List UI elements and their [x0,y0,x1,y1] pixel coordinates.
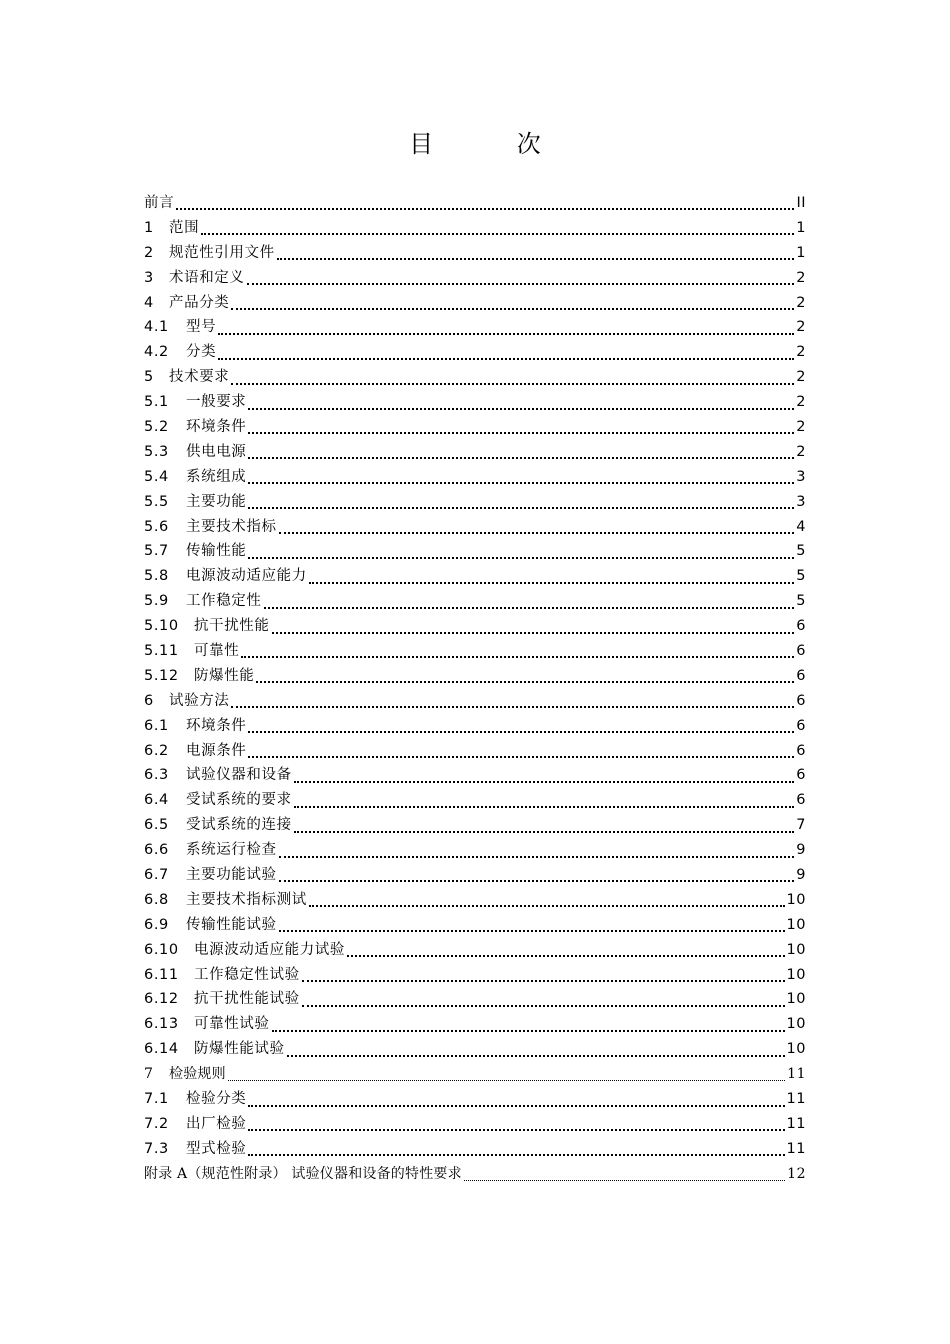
toc-entry-page: 1 [796,219,806,236]
toc-entry-number: 7.2 [144,1115,169,1132]
toc-entry[interactable] [144,266,806,291]
toc-entry-page: 11 [786,1115,806,1132]
toc-leader-dots [248,1129,784,1131]
toc-entry[interactable] [144,1112,806,1137]
toc-entry[interactable] [144,739,806,764]
toc-entry-number: 5.10 [144,618,179,635]
toc-entry-page: 6 [796,717,806,734]
toc-entry[interactable] [144,888,806,913]
toc-entry[interactable] [144,1137,806,1162]
toc-entry-label: 试验方法 [169,692,230,709]
toc-leader-dots [248,731,794,733]
toc-entry-number: 5.3 [144,443,169,460]
toc-entry-number: 4.1 [144,319,169,336]
toc-entry-label: 系统组成 [186,468,247,485]
toc-entry-label: 一般要求 [186,394,247,411]
toc-entry[interactable] [144,1062,806,1087]
toc-entry-page: 7 [796,817,806,834]
toc-entry-page: 2 [796,319,806,336]
toc-entry-page: 10 [786,916,806,933]
toc-leader-dots [228,1080,785,1081]
toc-entry-page: 3 [796,468,806,485]
toc-entry-number: 6.7 [144,867,169,884]
toc-entry-number: 4 [144,294,154,311]
toc-leader-dots [176,208,794,210]
page-title: 目 次 [409,130,579,158]
toc-entry-page: 2 [796,369,806,386]
toc-entry[interactable] [144,415,806,440]
toc-entry-number: 6.5 [144,817,169,834]
toc-entry-page: 5 [796,568,806,585]
toc-entry-page: 6 [796,742,806,759]
toc-leader-dots [241,656,794,658]
table-of-contents [144,191,806,1187]
toc-entry-label: 出厂检验 [186,1115,247,1132]
toc-entry-number: 5.5 [144,493,169,510]
toc-entry-label: 主要技术指标测试 [186,891,307,908]
toc-entry-label: 主要功能试验 [186,867,277,884]
toc-entry-number: 7 [144,1066,154,1083]
toc-entry[interactable] [144,1162,806,1187]
toc-entry-number: 5.1 [144,394,169,411]
toc-entry[interactable] [144,863,806,888]
toc-entry-number: 6.3 [144,767,169,784]
toc-entry-page: 4 [796,518,806,535]
toc-leader-dots [287,1055,785,1057]
toc-entry-number: 7.1 [144,1091,169,1108]
toc-entry[interactable] [144,614,806,639]
toc-entry-number: 5.4 [144,468,169,485]
toc-entry[interactable] [144,788,806,813]
toc-entry-number: 6.2 [144,742,169,759]
toc-leader-dots [256,681,794,683]
toc-entry-page: 3 [796,493,806,510]
toc-leader-dots [231,706,794,708]
toc-leader-dots [248,482,794,484]
toc-entry-page: 2 [796,443,806,460]
toc-entry-number: 5.2 [144,419,169,435]
toc-entry-label: 受试系统的要求 [186,792,292,809]
toc-entry-page: 11 [786,1091,806,1108]
toc-entry-number: 5.8 [144,568,169,585]
toc-entry-number: 6.6 [144,842,169,859]
toc-entry-label: 检验分类 [186,1091,247,1108]
toc-entry-page: 2 [796,294,806,311]
toc-entry-label: 电源波动适应能力试验 [194,941,345,958]
toc-entry-page: 2 [796,344,806,361]
toc-leader-dots [294,831,794,833]
toc-entry-label: 可靠性试验 [194,1016,270,1033]
toc-entry-label: 抗干扰性能试验 [194,991,300,1008]
toc-entry[interactable] [144,689,806,714]
toc-entry-number: 7.3 [144,1140,169,1157]
toc-entry[interactable] [144,490,806,515]
toc-entry[interactable] [144,340,806,365]
toc-leader-dots [279,856,794,858]
toc-entry-label: 试验仪器和设备 [186,767,292,784]
toc-entry-number: 5.7 [144,543,169,560]
toc-leader-dots [279,532,794,534]
toc-entry-label: 环境条件 [186,717,247,734]
toc-entry-label: 主要功能 [186,493,247,510]
toc-entry-number: 5.11 [144,643,179,660]
toc-entry[interactable] [144,515,806,540]
toc-leader-dots [279,880,794,882]
toc-entry-page: 6 [796,792,806,809]
toc-entry[interactable] [144,1037,806,1062]
toc-leader-dots [248,756,794,758]
toc-entry-label: 规范性引用文件 [169,244,275,261]
toc-entry[interactable] [144,838,806,863]
toc-leader-dots [231,383,794,385]
toc-leader-dots [201,233,794,235]
toc-entry-page: 10 [786,1041,806,1058]
toc-entry-number: 6.14 [144,1041,179,1058]
toc-entry-label: 防爆性能试验 [194,1041,285,1058]
toc-leader-dots [248,432,794,434]
toc-entry-page: 10 [786,1016,806,1033]
toc-entry-number: 6.4 [144,792,169,809]
toc-leader-dots [294,781,794,783]
toc-entry[interactable] [144,241,806,266]
toc-leader-dots [264,607,795,609]
toc-leader-dots [248,1105,784,1107]
toc-entry-page: 10 [786,891,806,908]
toc-entry-page: 5 [796,593,806,610]
toc-entry[interactable] [144,589,806,614]
toc-entry-number: 6.11 [144,966,179,983]
toc-leader-dots [248,408,794,410]
toc-entry-label: 抗干扰性能 [194,618,270,635]
toc-entry-label: 工作稳定性 [186,593,262,610]
toc-entry[interactable] [144,191,806,216]
toc-leader-dots [277,258,794,260]
toc-entry[interactable] [144,539,806,564]
toc-entry-page: 2 [796,394,806,411]
toc-entry-label: 传输性能 [186,543,247,560]
toc-entry-page: 6 [796,767,806,784]
toc-entry-label: 电源条件 [186,742,247,759]
toc-entry[interactable] [144,938,806,963]
toc-entry-number: 6.8 [144,891,169,908]
toc-entry-number: 1 [144,219,154,236]
toc-entry[interactable] [144,988,806,1013]
toc-leader-dots [464,1180,785,1181]
toc-entry[interactable] [144,291,806,316]
toc-entry-page: 2 [796,419,806,435]
toc-entry[interactable] [144,639,806,664]
toc-entry-page: 10 [786,991,806,1008]
toc-entry-number: 5 [144,369,154,386]
toc-entry-page: 9 [796,867,806,884]
toc-entry-number: 3 [144,269,154,286]
toc-entry-number: 4.2 [144,344,169,361]
toc-entry-page: 6 [796,618,806,635]
toc-leader-dots [248,1154,784,1156]
toc-entry[interactable] [144,714,806,739]
toc-entry-label: 防爆性能 [194,667,255,684]
toc-entry-number: 6.13 [144,1016,179,1033]
toc-entry-page: 10 [786,941,806,958]
toc-entry-page: 12 [787,1165,806,1182]
toc-entry-page: 2 [796,269,806,286]
toc-entry-number: 6.9 [144,916,169,933]
toc-entry-label: 技术要求 [169,369,230,386]
toc-entry-page: 1 [796,244,806,261]
toc-entry-label: 型号 [186,319,217,336]
toc-entry-label: 电源波动适应能力 [186,568,307,585]
toc-entry-label: 系统运行检查 [186,842,277,859]
toc-entry[interactable] [144,963,806,988]
toc-leader-dots [218,333,794,335]
toc-entry[interactable] [144,664,806,689]
toc-entry-label: 范围 [169,219,200,236]
toc-entry-label: 术语和定义 [169,269,245,286]
toc-entry-label: 附录 A（规范性附录） 试验仪器和设备的特性要求 [144,1165,462,1182]
toc-leader-dots [247,283,795,285]
toc-entry-page: 11 [786,1140,806,1157]
toc-entry-number: 2 [144,244,154,261]
toc-entry[interactable] [144,1012,806,1037]
toc-leader-dots [309,582,794,584]
toc-entry-page: 10 [786,966,806,983]
toc-entry-label: 供电电源 [186,443,247,460]
toc-entry-label: 受试系统的连接 [186,817,292,834]
toc-entry-label: 产品分类 [169,294,230,311]
toc-entry-number: 5.9 [144,593,169,610]
toc-leader-dots [309,905,785,907]
toc-leader-dots [302,1005,785,1007]
toc-entry[interactable] [144,763,806,788]
toc-entry[interactable] [144,390,806,415]
toc-entry-number: 5.12 [144,667,179,684]
toc-leader-dots [248,507,794,509]
toc-entry-label: 分类 [186,344,217,361]
toc-leader-dots [272,632,795,634]
toc-leader-dots [279,930,785,932]
toc-entry-label: 前言 [144,194,175,211]
toc-entry[interactable] [144,216,806,241]
toc-entry-page: 5 [796,543,806,560]
toc-entry[interactable] [144,440,806,465]
toc-entry-number: 5.6 [144,518,169,535]
toc-entry[interactable] [144,315,806,340]
toc-leader-dots [248,457,794,459]
toc-leader-dots [272,1030,785,1032]
toc-entry[interactable] [144,365,806,390]
toc-entry-label: 传输性能试验 [186,916,277,933]
toc-entry-label: 可靠性 [194,643,240,660]
toc-leader-dots [294,806,794,808]
toc-entry-number: 6.10 [144,941,179,958]
toc-entry-page: 6 [796,667,806,684]
toc-entry-page: 9 [796,842,806,859]
toc-leader-dots [347,955,785,957]
toc-entry-label: 环境条件 [186,419,247,435]
toc-entry-label: 检验规则 [169,1066,226,1083]
toc-entry-label: 工作稳定性试验 [194,966,300,983]
toc-leader-dots [302,980,785,982]
toc-entry-page: 6 [796,643,806,660]
toc-entry[interactable] [144,813,806,838]
toc-entry-number: 6 [144,692,154,709]
toc-entry-number: 6.1 [144,717,169,734]
toc-entry-page: 6 [796,692,806,709]
toc-entry-number: 6.12 [144,991,179,1008]
toc-leader-dots [218,358,794,360]
toc-leader-dots [248,557,794,559]
toc-entry[interactable] [144,465,806,490]
toc-leader-dots [231,308,794,310]
toc-entry[interactable] [144,564,806,589]
toc-entry-label: 主要技术指标 [186,518,277,535]
toc-entry-label: 型式检验 [186,1140,247,1157]
toc-entry-page: 11 [787,1066,806,1083]
toc-entry[interactable] [144,1087,806,1112]
toc-entry[interactable] [144,913,806,938]
toc-entry-page: II [796,194,806,211]
